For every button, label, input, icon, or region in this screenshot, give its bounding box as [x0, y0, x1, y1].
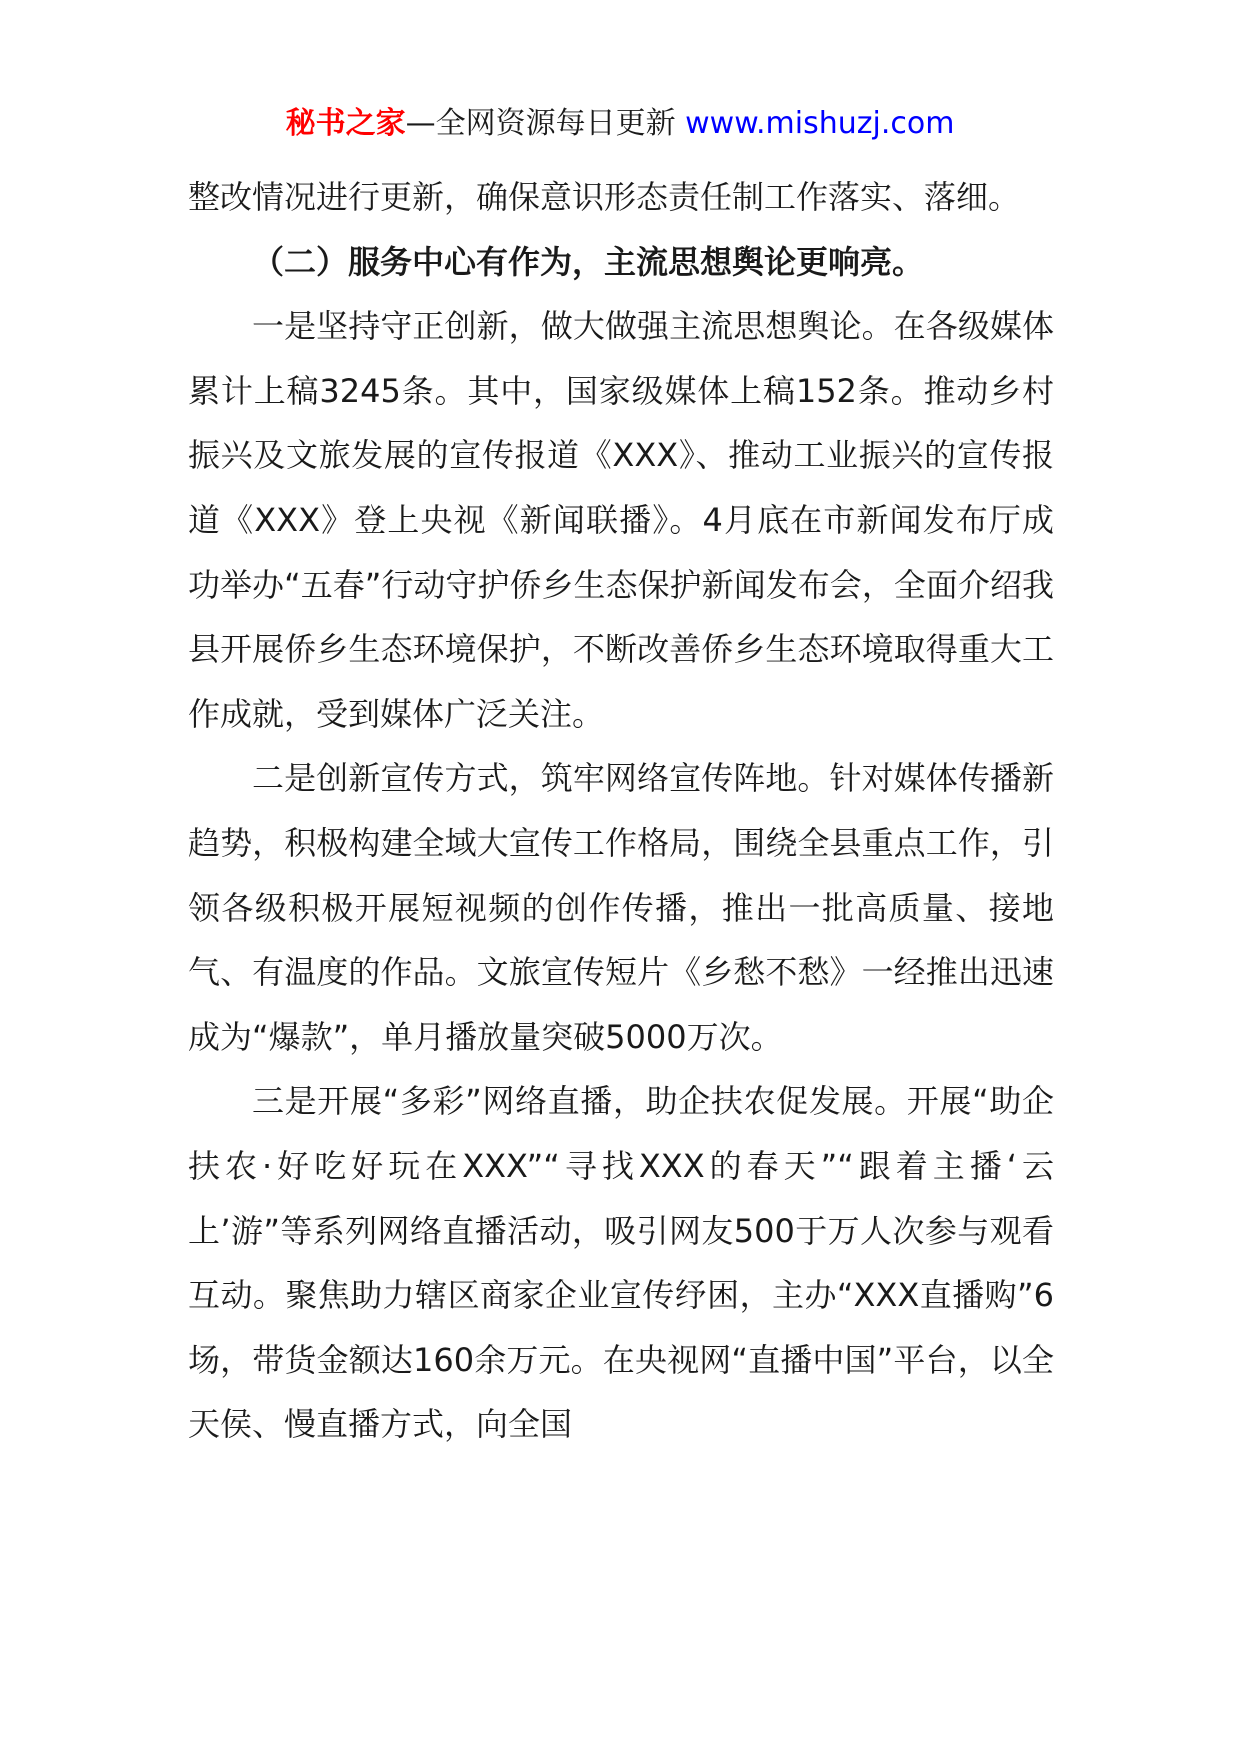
paragraph-continuation: 整改情况进行更新，确保意识形态责任制工作落实、落细。 [188, 178, 1021, 216]
site-url-link[interactable]: www.mishuzj.com [685, 106, 955, 141]
paragraph-item-1: 一是坚持守正创新，做大做强主流思想舆论。在各级媒体累计上稿3245条。其中，国家级媒体上稿152条。推动乡村振兴及文旅发展的宣传报道《XXX》、推动工业振兴的宣传报道《XXX》登上央视《新闻联播》。4月底在市新闻发布厅成功举办“五春”行动守护侨乡生态保护新闻发布会，全面介绍我县开展侨乡生态环境保护，不断改善侨乡生态环境取得重大工作成就，受到媒体广泛关注。 [188, 307, 1054, 733]
page-header [0, 104, 1240, 144]
site-brand: 秘书之家 [285, 106, 406, 141]
document-body [188, 165, 1054, 1457]
paragraph-item-2: 二是创新宣传方式，筑牢网络宣传阵地。针对媒体传播新趋势，积极构建全域大宣传工作格局，围绕全县重点工作，引领各级积极开展短视频的创作传播，推出一批高质量、接地气、有温度的作品。文旅宣传短片《乡愁不愁》一经推出迅速成为“爆款”，单月播放量突破5000万次。 [188, 759, 1054, 1056]
paragraph-item-3: 三是开展“多彩”网络直播，助企扶农促发展。开展“助企扶农·好吃好玩在XXX”“寻找XXX的春天”“跟着主播‘云上’游”等系列网络直播活动，吸引网友500于万人次参与观看互动。聚焦助力辖区商家企业宣传纾困，主办“XXX直播购”6场，带货金额达160余万元。在央视网“直播中国”平台，以全天侯、慢直播方式，向全国 [188, 1082, 1054, 1444]
site-tagline: —全网资源每日更新 [405, 106, 676, 141]
section-heading: （二）服务中心有作为，主流思想舆论更响亮。 [252, 242, 925, 281]
